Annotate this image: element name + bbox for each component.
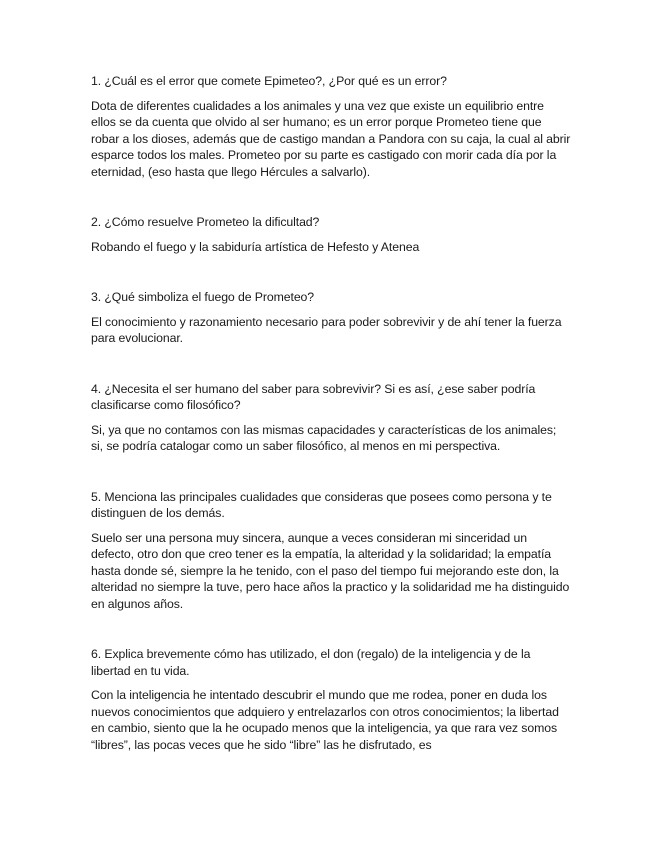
qa-block-6: [91, 646, 571, 753]
answer-5: Suelo ser una persona muy sincera, aunque a veces consideran mi sinceridad un defecto, otro don que creo tener es la empatía, la alteridad y la solidaridad; la empatía hasta donde sé, siempre la he tenido, con el paso del tiempo fui mejorando este don, la alteridad no siempre la tuve, pero hace años la practico y la solidaridad me ha distinguido en algunos años.: [91, 530, 570, 611]
qa-block-5: [91, 489, 571, 613]
question-6: 6. Explica brevemente cómo has utilizado, el don (regalo) de la inteligencia y de la libertad en tu vida.: [91, 647, 531, 678]
question-4: 4. ¿Necesita el ser humano del saber para sobrevivir? Si es así, ¿ese saber podría clasificarse como filosófico?: [91, 381, 536, 412]
qa-block-3: [91, 289, 571, 347]
question-1: 1. ¿Cuál es el error que comete Epimeteo?, ¿Por qué es un error?: [91, 74, 447, 88]
qa-block-1: [91, 73, 571, 180]
answer-6: Con la inteligencia he intentado descubrir el mundo que me rodea, poner en duda los nuevos conocimientos que adquiero y entrelazarlos con otros conocimientos; la libertad en cambio, siento que la he ocupado menos que la inteligencia, ya que rara vez somos “libres”, las pocas veces que he sido “libre” las he disfrutado, es: [91, 688, 559, 752]
answer-3: El conocimiento y razonamiento necesario para poder sobrevivir y de ahí tener la fuerza para evolucionar.: [91, 314, 562, 345]
answer-2: Robando el fuego y la sabiduría artística de Hefesto y Atenea: [91, 239, 420, 254]
answer-4: Si, ya que no contamos con las mismas capacidades y características de los animales; si, se podría catalogar como un saber filosófico, al menos en mi perspectiva.: [91, 422, 557, 453]
question-2: 2. ¿Cómo resuelve Prometeo la dificultad?: [91, 215, 320, 229]
qa-block-4: [91, 381, 571, 455]
question-5: 5. Menciona las principales cualidades que consideras que posees como persona y te distinguen de los demás.: [91, 489, 552, 520]
answer-1: Dota de diferentes cualidades a los animales y una vez que existe un equilibrio entre ellos se da cuenta que olvido al ser humano; es un error porque Prometeo tiene que robar a los dioses, además que de castigo mandan a Pandora con su caja, la cual al abrir esparce todos los males. Prometeo por su parte es castigado con morir cada día por la eternidad, (eso hasta que llego Hércules a salvarlo).: [91, 98, 571, 179]
qa-block-2: [91, 214, 571, 255]
document-body: [91, 73, 571, 753]
question-3: 3. ¿Qué simboliza el fuego de Prometeo?: [91, 290, 315, 304]
